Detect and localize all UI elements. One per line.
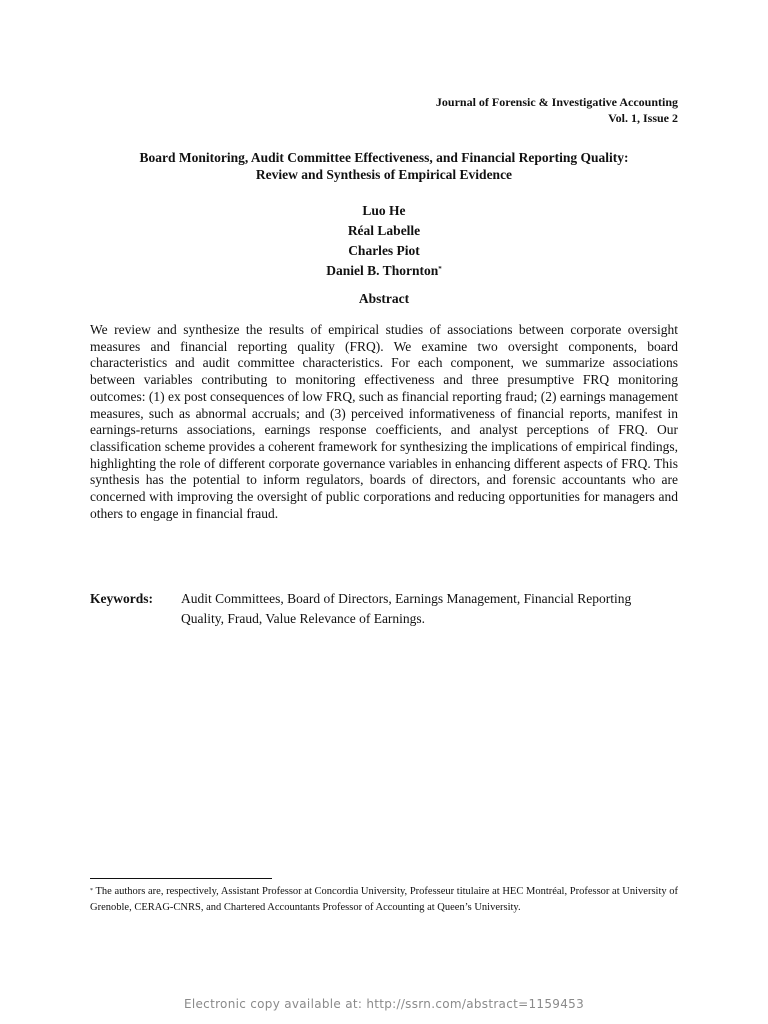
author-name: Daniel B. Thornton <box>326 263 439 278</box>
footnote-text: The authors are, respectively, Assistant Professor at Concordia University, Professeur titulaire at HEC Montréal, Professor at University of Grenoble, CERAG-CNRS, and Chartered Accountants Professor of Accounting at Queen’s University. <box>90 886 679 913</box>
keywords-text: Audit Committees, Board of Directors, Earnings Management, Financial Reporting Quality, Fraud, Value Relevance of Earnings. <box>181 591 632 626</box>
author-list <box>90 201 678 281</box>
footnote <box>90 884 678 916</box>
paper-title <box>90 149 678 183</box>
footnote-mark: * <box>90 888 93 894</box>
paper-title-line1: Board Monitoring, Audit Committee Effectiveness, and Financial Reporting Quality: <box>139 150 629 165</box>
ssrn-notice: Electronic copy available at: http://ssrn.com/abstract=1159453 <box>183 997 585 1011</box>
author-name: Charles Piot <box>348 243 420 258</box>
journal-volume: Vol. 1, Issue 2 <box>608 111 678 125</box>
author-footnote-mark: * <box>438 265 442 273</box>
journal-header <box>436 94 678 126</box>
author-name: Luo He <box>362 203 406 218</box>
keywords-section <box>90 589 678 629</box>
author-name-with-mark <box>90 261 678 281</box>
author-name: Réal Labelle <box>347 223 421 238</box>
paper-title-line2: Review and Synthesis of Empirical Evidence <box>255 167 513 182</box>
footnote-divider <box>90 878 272 879</box>
keywords-label: Keywords: <box>90 591 153 606</box>
abstract-text: We review and synthesize the results of empirical studies of associations between corporate oversight measures and financial reporting quality (FRQ). We examine two oversight components, board characteristics and audit committee characteristics. For each component, we summarize associations between variables contributing to monitoring effectiveness and three presumptive FRQ monitoring outcomes: (1) ex post consequences of low FRQ, such as financial reporting fraud; (2) earnings management measures, such as abnormal accruals; and (3) perceived informativeness of financial reports, manifest in earnings-returns associations, earnings response coefficients, and analyst perceptions of FRQ. Our classification scheme provides a coherent framework for synthesizing the implications of empirical findings, highlighting the role of different corporate governance variables in enhancing different aspects of FRQ. This synthesis has the potential to inform regulators, boards of directors, and forensic accountants who are concerned with improving the oversight of public corporations and reducing opportunities for managers and others to engage in financial fraud. <box>90 322 678 521</box>
abstract-heading: Abstract <box>358 291 410 306</box>
journal-name: Journal of Forensic & Investigative Accounting <box>435 95 678 109</box>
